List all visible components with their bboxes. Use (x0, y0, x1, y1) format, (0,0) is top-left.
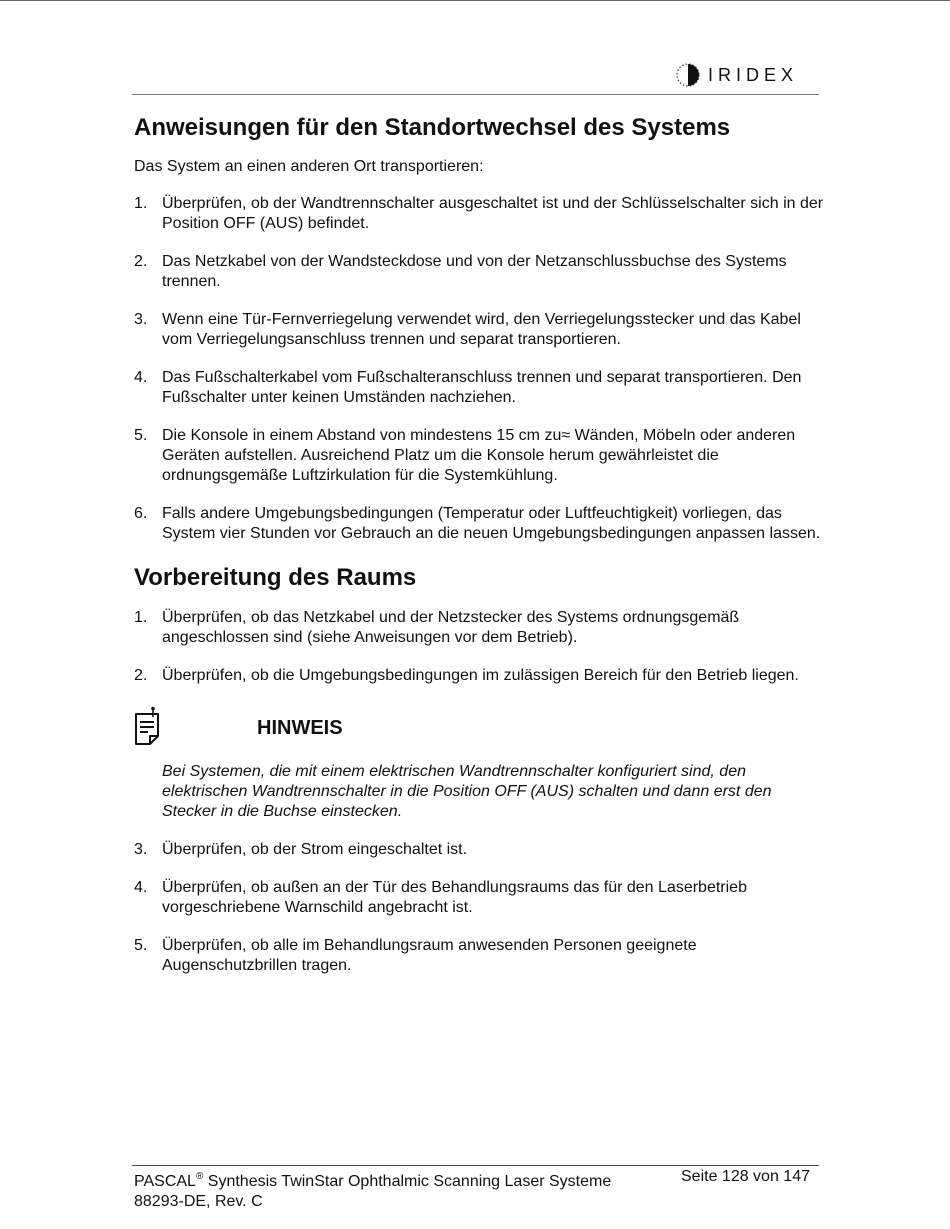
list-item (134, 504, 824, 544)
list-item (134, 310, 824, 350)
list-number: 1. (134, 609, 148, 626)
footer-product-name (134, 1167, 611, 1192)
page-top-border (0, 0, 950, 1)
section-intro: Das System an einen anderen Ort transportieren: (134, 158, 484, 175)
footer-product-info (134, 1167, 611, 1212)
list-item (134, 936, 824, 976)
iridex-logo (676, 60, 798, 90)
iridex-logo-icon (676, 61, 700, 89)
list-item (134, 368, 824, 408)
list-number: 1. (134, 195, 148, 212)
note-icon (134, 706, 162, 748)
list-number: 3. (134, 841, 148, 858)
list-item (134, 878, 824, 918)
note-header (134, 706, 824, 758)
list-number: 5. (134, 937, 148, 954)
header-divider (132, 94, 819, 95)
list-number: 4. (134, 369, 148, 386)
note-title: HINWEIS (257, 717, 343, 739)
list-number: 6. (134, 505, 148, 522)
list-text: Überprüfen, ob die Umgebungsbedingungen im zulässigen Bereich für den Betrieb liegen. (162, 667, 799, 684)
list-text: Überprüfen, ob der Strom eingeschaltet ist. (162, 841, 468, 858)
note-text: Bei Systemen, die mit einem elektrischen Wandtrennschalter konfiguriert sind, den elektrischen Wandtrennschalter in die Position OFF (AUS) schalten und dann erst den Stecker in die Buchse einstecken. (162, 763, 772, 820)
list-text: Die Konsole in einem Abstand von mindestens 15 cm zu≈ Wänden, Möbeln oder anderen Geräten aufstellen. Ausreichend Platz um die Konsole herum gewährleistet die ordnungsgemäße Luftzirkulation für die Systemkühlung. (162, 427, 796, 484)
list-number: 5. (134, 427, 148, 444)
list-text: Überprüfen, ob alle im Behandlungsraum anwesenden Personen geeignete Augenschutzbrillen tragen. (162, 937, 697, 974)
list-text: Das Netzkabel von der Wandsteckdose und von der Netzanschlussbuchse des Systems trennen. (162, 253, 787, 290)
room-prep-steps-list-continued (134, 840, 824, 976)
list-number: 2. (134, 667, 148, 684)
list-item (134, 252, 824, 292)
list-number: 3. (134, 311, 148, 328)
list-item (134, 194, 824, 234)
footer-page-number: Seite 128 von 147 (681, 1168, 810, 1185)
registered-mark: ® (195, 1171, 204, 1182)
list-text: Überprüfen, ob das Netzkabel und der Netzstecker des Systems ordnungsgemäß angeschlossen sind (siehe Anweisungen vor dem Betrieb). (162, 609, 740, 646)
footer-divider (132, 1165, 819, 1166)
list-text: Falls andere Umgebungsbedingungen (Temperatur oder Luftfeuchtigkeit) vorliegen, das System vier Stunden vor Gebrauch an die neuen Umgebungsbedingungen anpassen lassen. (162, 505, 821, 542)
list-text: Überprüfen, ob der Wandtrennschalter ausgeschaltet ist und der Schlüsselschalter sich in der Position OFF (AUS) befindet. (162, 195, 824, 232)
list-item (134, 840, 824, 860)
list-text: Das Fußschalterkabel vom Fußschalteranschluss trennen und separat transportieren. Den Fußschalter unter keinen Umständen nachziehen. (162, 369, 802, 406)
section-title-room-prep: Vorbereitung des Raums (134, 564, 417, 591)
list-item (134, 426, 824, 486)
footer-doc-number: 88293-DE, Rev. C (134, 1193, 263, 1210)
product-prefix: PASCAL (134, 1173, 196, 1190)
relocation-steps-list (134, 194, 824, 544)
list-text: Wenn eine Tür-Fernverriegelung verwendet wird, den Verriegelungsstecker und das Kabel vom Verriegelungsanschluss trennen und separat transportieren. (162, 311, 801, 348)
page-content (134, 112, 824, 994)
list-item (134, 666, 824, 686)
section-title-relocation: Anweisungen für den Standortwechsel des Systems (134, 114, 731, 141)
list-number: 4. (134, 879, 148, 896)
product-rest: Synthesis TwinStar Ophthalmic Scanning Laser Systeme (203, 1173, 612, 1190)
logo-text: IRIDEX (708, 64, 799, 85)
room-prep-steps-list (134, 608, 824, 686)
list-item (134, 608, 824, 648)
list-text: Überprüfen, ob außen an der Tür des Behandlungsraums das für den Laserbetrieb vorgeschriebene Warnschild angebracht ist. (162, 879, 747, 916)
list-number: 2. (134, 253, 148, 270)
